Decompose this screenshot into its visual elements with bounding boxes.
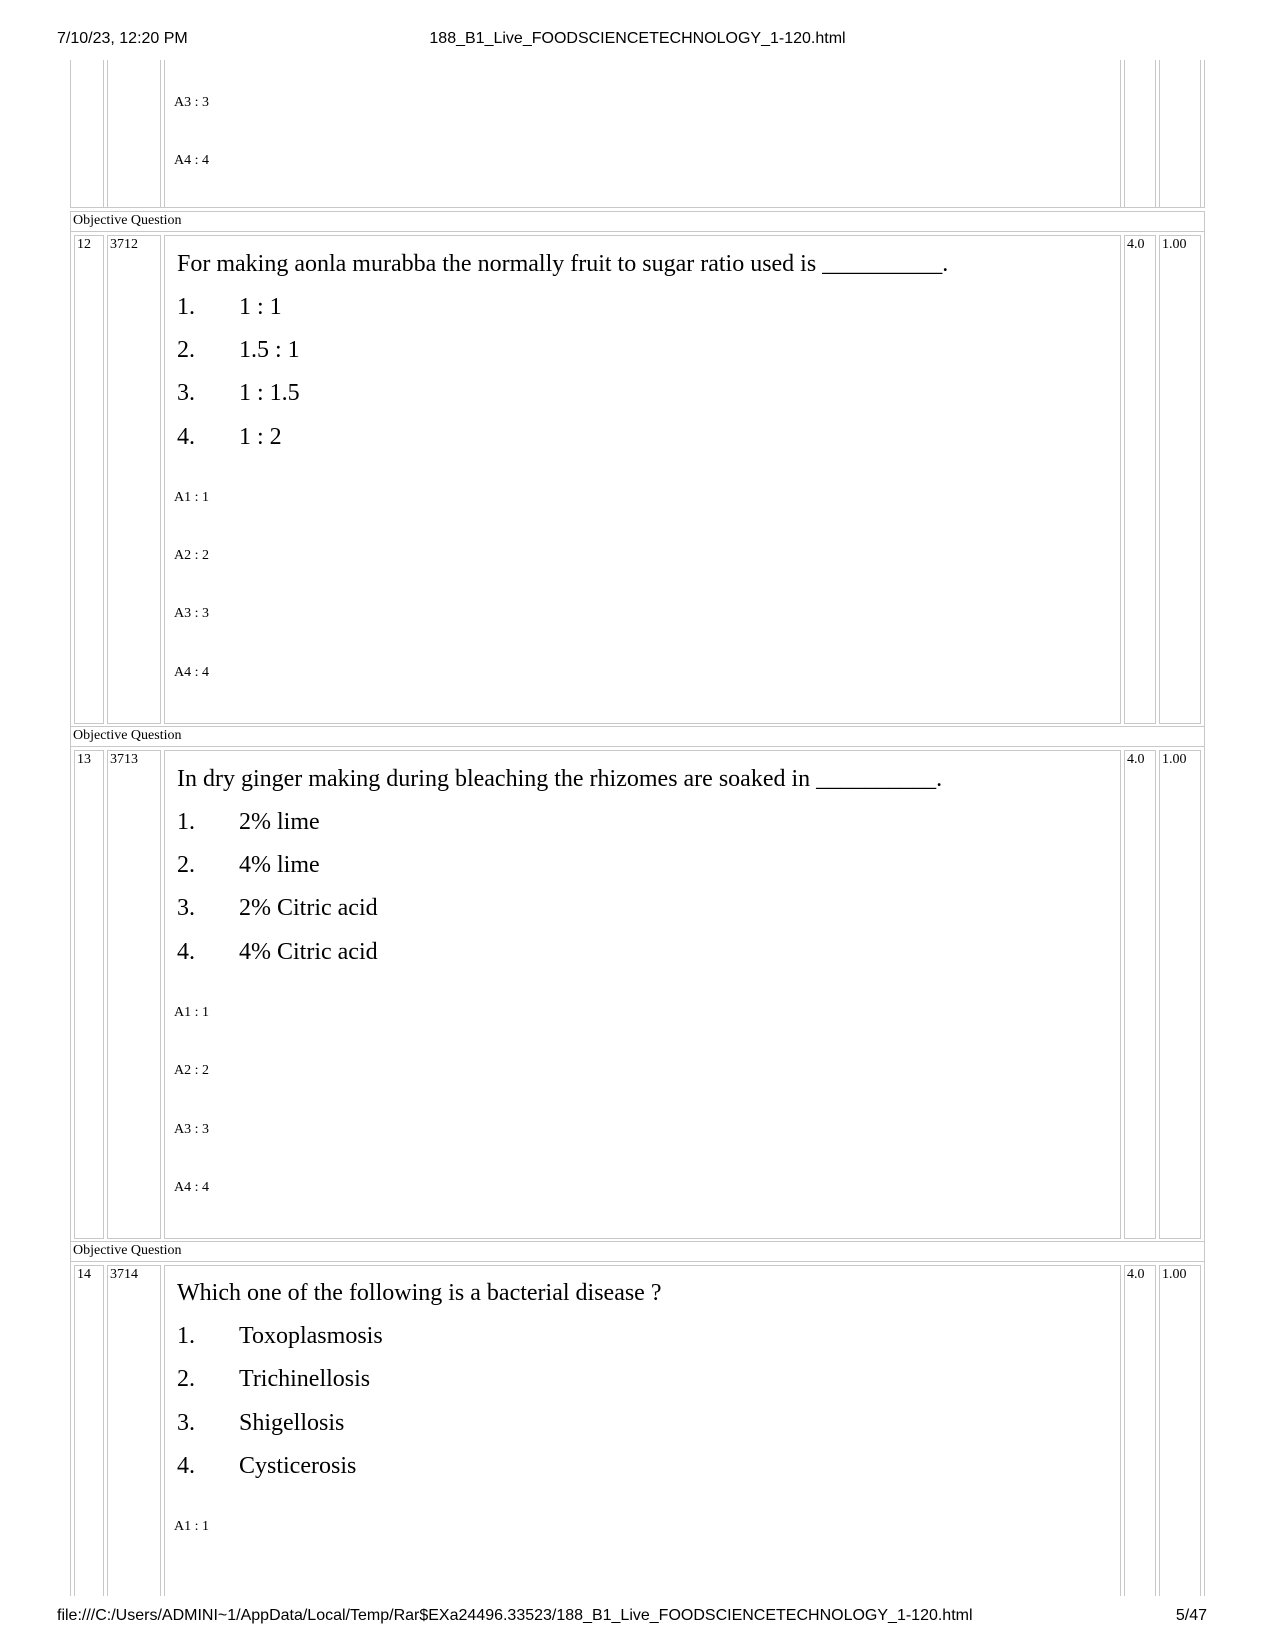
option-1: 1. 1 : 1 (177, 294, 282, 320)
question-marks: 4.0 (1127, 752, 1145, 767)
option-3: 3. Shigellosis (177, 1410, 345, 1436)
question-serial-number: 12 (77, 237, 91, 252)
question-marks: 4.0 (1127, 1267, 1145, 1282)
question-text: In dry ginger making during bleaching the rhizomes are soaked in __________. (177, 766, 943, 792)
answer-code: A1 : 1 (174, 1005, 209, 1020)
answer-code: A3 : 3 (174, 606, 209, 621)
print-file-path: file:///C:/Users/ADMINI~1/AppData/Local/Temp/Rar$EXa24496.33523/188_B1_Live_FOODSCIENCETECHNOLOGY_1-120.html (57, 1607, 973, 1624)
option-3: 3. 1 : 1.5 (177, 380, 300, 406)
question-text: Which one of the following is a bacterial disease ? (177, 1280, 662, 1306)
question-id: 3714 (110, 1267, 138, 1282)
answer-code: A4 : 4 (174, 1180, 209, 1195)
question-negative-marks: 1.00 (1162, 237, 1187, 252)
answer-code: A4 : 4 (174, 665, 209, 680)
option-2: 2. Trichinellosis (177, 1366, 371, 1392)
question-type-label: Objective Question (73, 728, 182, 743)
option-4: 4. 4% Citric acid (177, 939, 378, 965)
question-negative-marks: 1.00 (1162, 752, 1187, 767)
question-text: For making aonla murabba the normally fruit to sugar ratio used is __________. (177, 251, 949, 277)
question-id: 3712 (110, 237, 138, 252)
answer-code: A2 : 2 (174, 548, 209, 563)
print-page-title: 188_B1_Live_FOODSCIENCETECHNOLOGY_1-120.html (429, 30, 846, 47)
question-serial-number: 14 (77, 1267, 91, 1282)
answer-code: A1 : 1 (174, 490, 209, 505)
option-1: 1. 2% lime (177, 809, 320, 835)
answer-code: A4 : 4 (174, 153, 209, 168)
question-type-label: Objective Question (73, 1243, 182, 1258)
question-id: 3713 (110, 752, 138, 767)
answer-code: A1 : 1 (174, 1519, 209, 1534)
option-4: 4. 1 : 2 (177, 424, 282, 450)
option-2: 2. 4% lime (177, 852, 320, 878)
question-type-label: Objective Question (73, 213, 182, 228)
option-4: 4. Cysticerosis (177, 1453, 357, 1479)
option-2: 2. 1.5 : 1 (177, 337, 300, 363)
print-page-number: 5/47 (1175, 1607, 1207, 1624)
question-marks: 4.0 (1127, 237, 1145, 252)
option-3: 3. 2% Citric acid (177, 895, 378, 921)
option-1: 1. Toxoplasmosis (177, 1323, 383, 1349)
answer-code: A3 : 3 (174, 1122, 209, 1137)
print-datetime: 7/10/23, 12:20 PM (57, 30, 188, 47)
question-negative-marks: 1.00 (1162, 1267, 1187, 1282)
question-serial-number: 13 (77, 752, 91, 767)
answer-code: A3 : 3 (174, 95, 209, 110)
answer-code: A2 : 2 (174, 1063, 209, 1078)
